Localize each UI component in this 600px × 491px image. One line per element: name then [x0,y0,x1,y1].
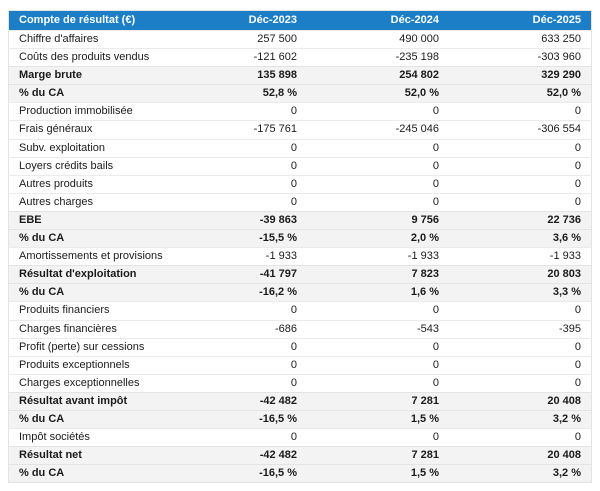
table-row [9,139,592,157]
cell-value: -1 933 [165,248,307,266]
row-label: Autres produits [9,175,166,193]
cell-value: 1,5 % [307,465,449,483]
cell-value: -543 [307,320,449,338]
row-label: % du CA [9,284,166,302]
cell-value: 490 000 [307,31,449,49]
cell-value: -175 761 [165,121,307,139]
cell-value: -245 046 [307,121,449,139]
cell-value: 0 [165,157,307,175]
table-row [9,31,592,49]
cell-value: 0 [307,157,449,175]
cell-value: 0 [449,157,592,175]
cell-value: -16,5 % [165,410,307,428]
column-header-dec-2023: Déc-2023 [165,11,307,31]
row-label: Coûts des produits vendus [9,49,166,67]
cell-value: 3,6 % [449,230,592,248]
cell-value: 0 [165,338,307,356]
cell-value: 257 500 [165,31,307,49]
row-label: Produits exceptionnels [9,356,166,374]
cell-value: -42 482 [165,392,307,410]
cell-value: -42 482 [165,447,307,465]
cell-value: 20 408 [449,392,592,410]
table-row [9,338,592,356]
cell-value: 0 [307,338,449,356]
cell-value: 0 [449,429,592,447]
table-row [9,230,592,248]
table-row [9,67,592,85]
cell-value: 52,0 % [307,85,449,103]
table-row [9,320,592,338]
row-label: Charges exceptionnelles [9,374,166,392]
cell-value: 3,2 % [449,410,592,428]
cell-value: 0 [449,338,592,356]
column-header-dec-2025: Déc-2025 [449,11,592,31]
cell-value: -39 863 [165,211,307,229]
row-label: % du CA [9,410,166,428]
cell-value: 2,0 % [307,230,449,248]
cell-value: 633 250 [449,31,592,49]
table-row [9,49,592,67]
cell-value: 0 [449,139,592,157]
table-title: Compte de résultat (€) [9,11,166,31]
table-row [9,85,592,103]
table-row [9,374,592,392]
cell-value: 3,2 % [449,465,592,483]
cell-value: -395 [449,320,592,338]
cell-value: 20 803 [449,266,592,284]
table-row [9,121,592,139]
row-label: Subv. exploitation [9,139,166,157]
cell-value: 329 290 [449,67,592,85]
table-row [9,302,592,320]
row-label: Loyers crédits bails [9,157,166,175]
row-label: EBE [9,211,166,229]
cell-value: -1 933 [307,248,449,266]
row-label: Résultat avant impôt [9,392,166,410]
row-label: Produits financiers [9,302,166,320]
cell-value: 20 408 [449,447,592,465]
cell-value: 0 [449,302,592,320]
row-label: % du CA [9,465,166,483]
cell-value: 3,3 % [449,284,592,302]
table-row [9,392,592,410]
table-header [9,11,592,31]
row-label: Charges financières [9,320,166,338]
cell-value: 22 736 [449,211,592,229]
row-label: Production immobilisée [9,103,166,121]
row-label: Profit (perte) sur cessions [9,338,166,356]
row-label: Amortissements et provisions [9,248,166,266]
cell-value: 0 [449,193,592,211]
row-label: Chiffre d'affaires [9,31,166,49]
table-row [9,248,592,266]
cell-value: 0 [307,374,449,392]
cell-value: 0 [307,302,449,320]
table-row [9,103,592,121]
row-label: Frais généraux [9,121,166,139]
cell-value: 0 [165,429,307,447]
cell-value: 0 [165,103,307,121]
cell-value: 7 823 [307,266,449,284]
table-row [9,211,592,229]
table-header-row [9,11,592,31]
cell-value: 0 [165,139,307,157]
table-row [9,193,592,211]
cell-value: 0 [449,175,592,193]
cell-value: 0 [307,193,449,211]
row-label: Marge brute [9,67,166,85]
cell-value: 0 [307,356,449,374]
cell-value: -303 960 [449,49,592,67]
cell-value: 1,6 % [307,284,449,302]
cell-value: 52,0 % [449,85,592,103]
row-label: Résultat d'exploitation [9,266,166,284]
cell-value: 0 [165,302,307,320]
cell-value: 0 [165,193,307,211]
cell-value: 0 [449,103,592,121]
cell-value: 135 898 [165,67,307,85]
table-row [9,157,592,175]
column-header-dec-2024: Déc-2024 [307,11,449,31]
cell-value: 0 [307,103,449,121]
table-row [9,175,592,193]
row-label: % du CA [9,230,166,248]
cell-value: 254 802 [307,67,449,85]
cell-value: 0 [165,175,307,193]
income-statement-table [8,10,592,483]
cell-value: -16,5 % [165,465,307,483]
cell-value: 52,8 % [165,85,307,103]
cell-value: -306 554 [449,121,592,139]
cell-value: 7 281 [307,447,449,465]
table-row [9,356,592,374]
table-row [9,429,592,447]
row-label: Autres charges [9,193,166,211]
cell-value: 0 [165,374,307,392]
table-row [9,447,592,465]
cell-value: 1,5 % [307,410,449,428]
cell-value: 0 [449,356,592,374]
cell-value: -121 602 [165,49,307,67]
cell-value: -1 933 [449,248,592,266]
row-label: Résultat net [9,447,166,465]
cell-value: -41 797 [165,266,307,284]
cell-value: -15,5 % [165,230,307,248]
income-statement-panel [8,10,592,483]
cell-value: 0 [307,175,449,193]
cell-value: 7 281 [307,392,449,410]
cell-value: 0 [165,356,307,374]
row-label: Impôt sociétés [9,429,166,447]
row-label: % du CA [9,85,166,103]
cell-value: 0 [307,429,449,447]
table-row [9,284,592,302]
cell-value: -16,2 % [165,284,307,302]
table-body [9,31,592,483]
cell-value: 0 [307,139,449,157]
cell-value: -235 198 [307,49,449,67]
table-row [9,410,592,428]
table-row [9,266,592,284]
cell-value: 9 756 [307,211,449,229]
cell-value: 0 [449,374,592,392]
table-row [9,465,592,483]
cell-value: -686 [165,320,307,338]
